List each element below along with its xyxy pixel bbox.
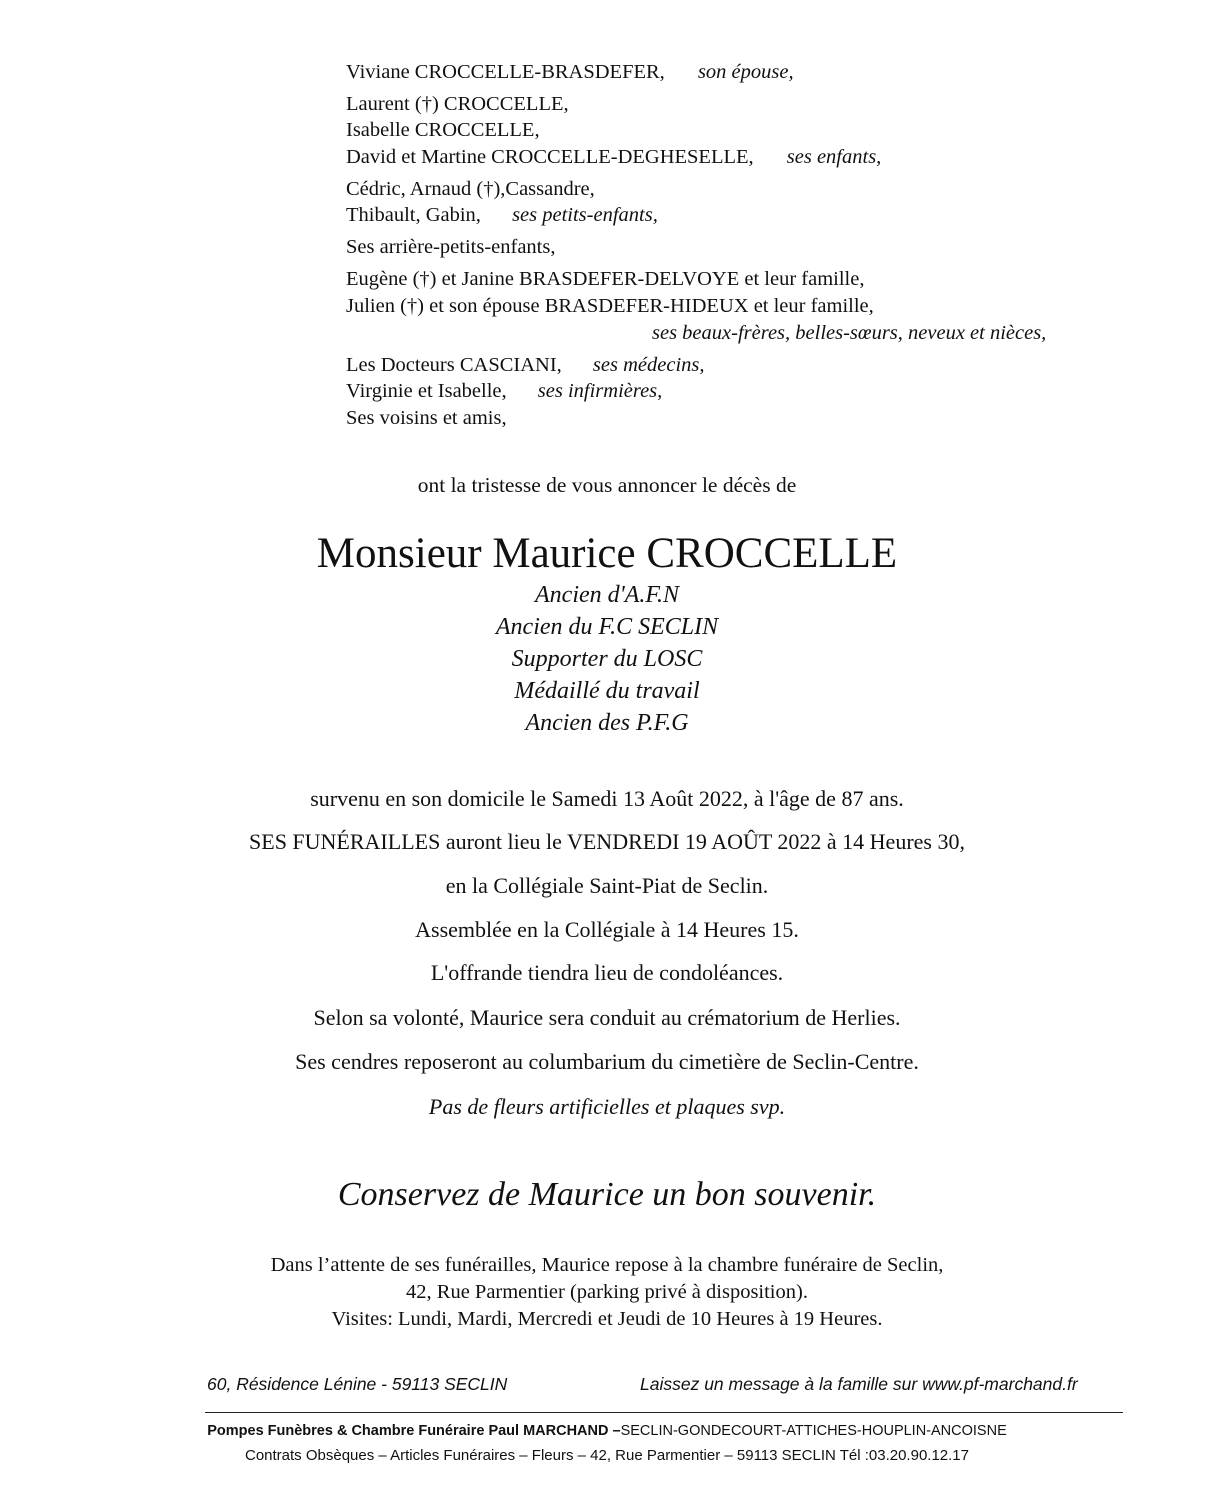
nurses-line — [346, 378, 662, 404]
grandchildren-line-1: Cédric, Arnaud (†),Cassandre, — [346, 178, 595, 200]
offering-note: L'offrande tiendra lieu de condoléances. — [430, 960, 784, 985]
distinction-2: Ancien du F.C SECLIN — [495, 614, 719, 640]
visit-line-1: Dans l’attente de ses funérailles, Maurice repose à la chambre funéraire de Seclin, — [270, 1254, 944, 1276]
spouse-name: Viviane CROCCELLE-BRASDEFER, — [346, 61, 665, 83]
footer-divider — [205, 1412, 1123, 1413]
great-grandchildren-line: Ses arrière-petits-enfants, — [346, 236, 556, 258]
distinction-1: Ancien d'A.F.N — [535, 582, 679, 608]
crematorium-note: Selon sa volonté, Maurice sera conduit au crématorium de Herlies. — [313, 1005, 901, 1030]
company-line — [0, 1419, 1214, 1443]
spouse-line — [346, 59, 794, 85]
visit-line-3: Visites: Lundi, Mardi, Mercredi et Jeudi de 10 Heures à 19 Heures. — [331, 1308, 883, 1330]
children-role: ses enfants, — [786, 146, 882, 168]
columbarium-note: Ses cendres reposeront au columbarium du cimetière de Seclin-Centre. — [295, 1049, 919, 1074]
grandchildren-role: ses petits-enfants, — [512, 204, 658, 226]
doctors-line — [346, 352, 705, 378]
souvenir-line: Conservez de Maurice un bon souvenir. — [337, 1176, 877, 1213]
deceased-name: Monsieur Maurice CROCCELLE — [316, 530, 898, 577]
grandchildren-line-2 — [346, 202, 658, 228]
grand2-name: Thibault, Gabin, — [346, 204, 481, 226]
flowers-note: Pas de fleurs artificielles et plaques svp. — [428, 1094, 786, 1119]
company-name: Pompes Funèbres & Chambre Funéraire Paul MARCHAND – — [207, 1423, 621, 1439]
services-line: Contrats Obsèques – Articles Funéraires – Fleurs – 42, Rue Parmentier – 59113 SECLIN Tél :03.20.90.12.17 — [244, 1447, 969, 1464]
funeral-date: auront lieu le VENDREDI 19 AOÛT 2022 à 14 Heures 30, — [440, 829, 965, 854]
child-line-3 — [346, 144, 881, 170]
inlaw-role: ses beaux-frères, belles-sœurs, neveux et nièces, — [652, 322, 1047, 344]
death-details: survenu en son domicile le Samedi 13 Août 2022, à l'âge de 87 ans. — [310, 786, 904, 811]
funeral-location: en la Collégiale Saint-Piat de Seclin. — [445, 873, 769, 898]
announcement: ont la tristesse de vous annoncer le décès de — [417, 473, 797, 497]
child3-name: David et Martine CROCCELLE-DEGHESELLE, — [346, 146, 754, 168]
visit-line-2: 42, Rue Parmentier (parking privé à disposition). — [406, 1281, 808, 1303]
footer-address: 60, Résidence Lénine - 59113 SECLIN — [207, 1374, 508, 1394]
funeral-heading: SES FUNÉRAILLES — [249, 829, 441, 854]
doctors-name: Les Docteurs CASCIANI, — [346, 354, 562, 376]
nurses-role: ses infirmières, — [537, 380, 663, 402]
company-locations: SECLIN-GONDECOURT-ATTICHES-HOUPLIN-ANCOISNE — [620, 1423, 1007, 1439]
footer-message: Laissez un message à la famille sur www.pf-marchand.fr — [640, 1374, 1078, 1394]
inlaw-line-2: Julien (†) et son épouse BRASDEFER-HIDEUX et leur famille, — [346, 295, 874, 317]
nurses-name: Virginie et Isabelle, — [346, 380, 507, 402]
distinction-5: Ancien des P.F.G — [525, 710, 689, 736]
assembly-time: Assemblée en la Collégiale à 14 Heures 15. — [415, 917, 799, 942]
child-line-2: Isabelle CROCCELLE, — [346, 119, 540, 141]
funeral-details — [0, 828, 1214, 856]
child-line-1: Laurent (†) CROCCELLE, — [346, 93, 569, 115]
distinction-4: Médaillé du travail — [514, 678, 700, 704]
spouse-role: son épouse, — [697, 61, 794, 83]
inlaw-line-1: Eugène (†) et Janine BRASDEFER-DELVOYE et leur famille, — [346, 268, 865, 290]
distinction-3: Supporter du LOSC — [511, 646, 703, 672]
neighbors-line: Ses voisins et amis, — [346, 407, 507, 429]
doctors-role: ses médecins, — [592, 354, 705, 376]
